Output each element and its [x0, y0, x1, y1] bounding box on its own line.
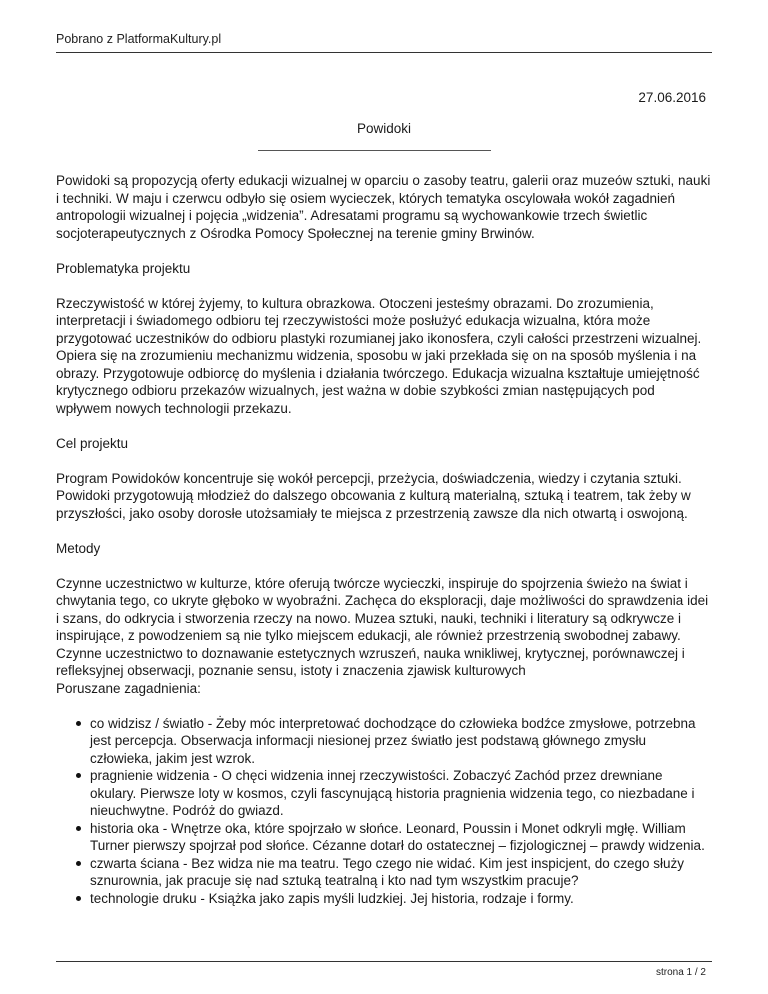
- document-date: 27.06.2016: [638, 90, 706, 105]
- topics-heading: Poruszane zagadnienia:: [56, 680, 201, 696]
- section-heading-problem: Problematyka projektu: [56, 260, 191, 276]
- topics-list: [56, 715, 712, 908]
- footer-divider: [56, 961, 712, 962]
- page-header-source: Pobrano z PlatformaKultury.pl: [56, 32, 222, 46]
- page-number: strona 1 / 2: [655, 967, 706, 978]
- list-item: historia oka - Wnętrze oka, które spojrzało w słońce. Leonard, Poussin i Monet odkryli mgłę. William Turner pierwszy spojrzał pod słońce. Cézanne dotarł do ostatecznej – fizjologicznej – prawdy widzenia.: [90, 820, 712, 855]
- intro-paragraph: Powidoki są propozycją oferty edukacji wizualnej w oparciu o zasoby teatru, galerii oraz muzeów sztuki, nauki i techniki. W maju i czerwcu odbyło się osiem wycieczek, których tematyka oscylowała wokół zagadnień antropologii wizualnej i pojęcia „widzenia”. Adresatami programu są wychowankowie trzech świetlic socjoterapeutycznych z Ośrodka Pomocy Społecznej na terenie gminy Brwinów.: [56, 173, 711, 241]
- article-body: [56, 172, 712, 907]
- methods-paragraph: Czynne uczestnictwo w kulturze, które oferują twórcze wycieczki, inspiruje do spojrzenia świeżo na świat i chwytania tego, co ukryte głęboko w wyobraźni. Zachęca do eksploracji, daje możliwości do sprawdzenia idei i szans, do odkrycia i stworzenia rzeczy na nowo. Muzea sztuki, nauki, techniki i literatury są odkrywcze i inspirujące, z powodzeniem są nie tylko miejscem edukacji, ale również przestrzenią swobodnej zabawy. Czynne uczestnictwo to doznawanie estetycznych wzruszeń, nauka wnikliwej, krytycznej, porównawczej i refleksyjnej obserwacji, poznanie sensu, istoty i znaczenia zjawisk kulturowych: [56, 575, 709, 678]
- problem-paragraph: Rzeczywistość w której żyjemy, to kultura obrazkowa. Otoczeni jesteśmy obrazami. Do zrozumienia, interpretacji i świadomego odbioru tej rzeczywistości może posłużyć edukacja wizualna, która może przygotować uczestników do odbioru plastyki rozumianej jako ikonosfera, czyli całości przestrzeni wizualnej. Opiera się na zrozumieniu mechanizmu widzenia, sposobu w jaki przekłada się on na sposób myślenia i na obrazy. Przygotowuje odbiorcę do myślenia i działania twórczego. Edukacja wizualna kształtuje umiejętność krytycznego odbioru przekazów wizualnych, jest ważna w dobie szybkości zmian następujących pod wpływem nowych technologii przekazu.: [56, 295, 702, 416]
- section-heading-methods: Metody: [56, 540, 101, 556]
- goal-paragraph: Program Powidoków koncentruje się wokół percepcji, przeżycia, doświadczenia, wiedzy i czytania sztuki. Powidoki przygotowują młodzież do dalszego obcowania z kulturą materialną, sztuką i teatrem, tak żeby w przyszłości, jako osoby dorosłe utożsamiały te miejsca z przestrzenią zawsze dla nich otwartą i oswojoną.: [56, 470, 691, 521]
- page-title: Powidoki: [356, 121, 412, 136]
- title-underline: [258, 150, 491, 151]
- list-item: technologie druku - Książka jako zapis myśli ludzkiej. Jej historia, rodzaje i formy.: [90, 890, 712, 908]
- list-item: czwarta ściana - Bez widza nie ma teatru. Tego czego nie widać. Kim jest inspicjent, do czego służy sznurownia, jak pracuje się nad sztuką teatralną i kto nad tym wszystkim pracuje?: [90, 855, 712, 890]
- section-heading-goal: Cel projektu: [56, 435, 129, 451]
- header-divider: [56, 52, 712, 53]
- list-item: pragnienie widzenia - O chęci widzenia innej rzeczywistości. Zobaczyć Zachód przez drewniane okulary. Pierwsze loty w kosmos, czyli fascynującą historia pragnienia widzenia tego, co niezbadane i nieuchwytne. Podróż do gwiazd.: [90, 767, 712, 820]
- list-item: co widzisz / światło - Żeby móc interpretować dochodzące do człowieka bodźce zmysłowe, potrzebna jest percepcja. Obserwacja informacji niesionej przez światło jest podstawą głównego zmysłu człowieka, jakim jest wzrok.: [90, 715, 712, 768]
